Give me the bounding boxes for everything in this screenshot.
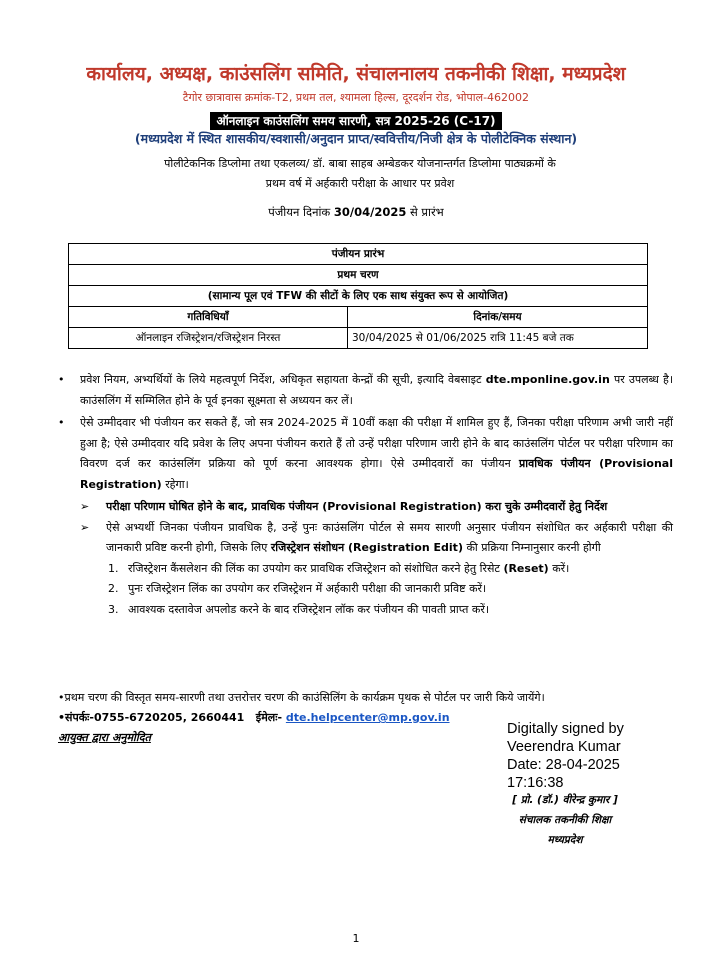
table-phase: प्रथम चरण [69,265,648,286]
provisional-registration-label: प्रावधिक पंजीयन (Provisional Registration) [80,457,673,491]
bullet-text: ऐसे उम्मीदवार भी पंजीयन कर सकते हैं, जो सत्र 2024-2025 में 10वीं कक्षा की परीक्षा में शामिल हुए हैं, जिनका परीक्षा परिणाम अभी जारी नहीं हुआ है; ऐसे उम्मीदवार यदि प्रवेश के लिए अपना पंजीयन कराते हैं तो उन्हें परीक्षा परिणाम जारी होने के बाद काउंसलिंग पोर्टल पर परीक्षा परिणाम का विवरण दर्ज कर काउंसलिंग प्रक्रिया को पूर्ण करना आवश्यक होगा। ऐसे उम्मीदवारों का पंजीयन [80,416,673,470]
page-number: 1 [352,932,360,945]
table-row-activity: ऑनलाइन रजिस्ट्रेशन/रजिस्ट्रेशन निरस्त [69,328,348,349]
table-note: (सामान्य पूल एवं TFW की सीटों के लिए एक साथ संयुक्त रूप से आयोजित) [69,286,648,307]
registration-start-suffix: से प्रारंभ [410,205,444,219]
signature-line: 17:16:38 [507,775,564,791]
bullet-text: ऐसे अभ्यर्थी जिनका पंजीयन प्रावधिक है, उन्हें पुनः काउंसलिंग पोर्टल से समय सारणी अनुसार पंजीयन संशोधित कर अर्हकारी परीक्षा की जानकारी प्रविष्ट करनी होगी, जिसके लिए [106,520,673,554]
reset-label: (Reset) [503,561,549,575]
registration-start-label: पंजीयन दिनांक [268,205,331,219]
email-label: ईमेलः- [255,711,283,724]
list-item [58,518,673,559]
footer-note: •प्रथम चरण की विस्तृत समय-सारणी तथा उत्तरोत्तर चरण की काउंसिलिंग के कार्यक्रम पृथक से पोर्टल पर जारी किये जायेंगे। [58,691,545,704]
description-line-1: पोलीटेकनिक डिप्लोमा तथा एकलव्य/ डॉ. बाबा साहब अम्बेडकर योजनान्तर्गत डिप्लोमा पाठ्यक्रमों के [164,157,556,170]
page-title: कार्यालय, अध्यक्ष, काउंसलिंग समिति, संचालनालय तकनीकी शिक्षा, मध्यप्रदेश [86,63,626,85]
list-item [58,413,673,495]
table-heading: पंजीयन प्रारंभ [69,244,648,265]
signatory [480,790,650,850]
registration-start [0,205,712,220]
col-date-header: दिनांक/समय [348,307,648,328]
step-text: पुनः रजिस्ट्रेशन लिंक का उपयोग कर रजिस्ट्रेशन में अर्हकारी परीक्षा की जानकारी प्रविष्ट करें। [128,582,487,595]
bullet-text: प्रवेश नियम, अभ्यर्थियों के लिये महत्वपूर्ण निर्देश, अधिकृत सहायता केन्द्रों की सूची, इत्यादि वेबसाइट [80,373,482,386]
instructions [58,370,673,620]
table-row-date: 30/04/2025 से 01/06/2025 रात्रि 11:45 बजे तक [348,328,648,349]
list-item [58,579,673,600]
col-activity-header: गतिविधियाँ [69,307,348,328]
list-item [58,497,673,518]
approval-note: आयुक्त द्वारा अनुमोदित [58,731,151,744]
list-item [58,559,673,580]
digital-signature [507,720,624,792]
step-number: 3. [108,602,119,616]
signature-line: Digitally signed by [507,721,624,737]
description [90,154,630,194]
signature-line: Veerendra Kumar [507,739,621,755]
step-text: रजिस्ट्रेशन कैंसलेशन की लिंक का उपयोग कर प्रावधिक रजिस्ट्रेशन को संशोधित करने हेतु रिसेट [128,561,500,575]
bullet-icon: • [58,416,65,429]
office-address: टैगोर छात्रावास क्रमांक-T2, प्रथम तल, श्यामला हिल्स, दूरदर्शन रोड, भोपाल-462002 [182,91,530,104]
schedule-text: ऑनलाइन काउंसलिंग समय सारणी, सत्र 2025-26 (C-17) [210,112,501,130]
bullet-icon: • [58,373,65,386]
step-number: 1. [108,561,119,575]
registration-edit-label: रजिस्ट्रेशन संशोधन (Registration Edit) [270,541,463,554]
subheading: परीक्षा परिणाम घोषित होने के बाद, प्रावधिक पंजीयन (Provisional Registration) करा चुके उम्मीदवारों हेतु निर्देश [106,500,608,513]
institutes-subtitle: (मध्यप्रदेश में स्थित शासकीय/स्वशासी/अनुदान प्राप्त/स्ववित्तीय/निजी क्षेत्र के पोलीटेक्निक संस्थान) [134,131,578,146]
arrow-icon: ➢ [80,520,90,534]
email-link[interactable]: dte.helpcenter@mp.gov.in [285,711,450,724]
signatory-state: मध्यप्रदेश [547,834,583,846]
website-link[interactable]: dte.mponline.gov.in [485,373,610,386]
list-item [58,600,673,621]
step-text: आवश्यक दस्तावेज अपलोड करने के बाद रजिस्ट्रेशन लॉक कर पंजीयन की पावती प्राप्त करें। [128,602,490,616]
schedule-table [68,243,648,349]
contact-label: •संपर्कः- [58,711,94,724]
step-text: करें। [552,561,570,575]
signatory-designation: संचालक तकनीकी शिक्षा [518,814,612,826]
step-number: 2. [108,582,119,595]
registration-start-date: 30/04/2025 [333,205,407,219]
schedule-banner [0,110,712,129]
list-item [58,370,673,411]
signature-line: Date: 28-04-2025 [507,757,620,773]
bullet-text: की प्रक्रिया निम्नानुसार करनी होगी [466,541,601,554]
bullet-text: रहेगा। [165,477,189,491]
arrow-icon: ➢ [80,500,90,513]
bullet-text: पर उपलब्ध है। काउंसलिंग में सम्मिलित होने के पूर्व इनका सूक्ष्मता से अध्ययन कर लें। [80,373,674,407]
signatory-name: [ प्रो. (डॉ.) वीरेन्द्र कुमार ] [512,794,618,806]
description-line-2: प्रथम वर्ष में अर्हकारी परीक्षा के आधार पर प्रवेश [265,177,455,190]
phone-numbers: 0755-6720205, 2660441 [93,711,245,724]
